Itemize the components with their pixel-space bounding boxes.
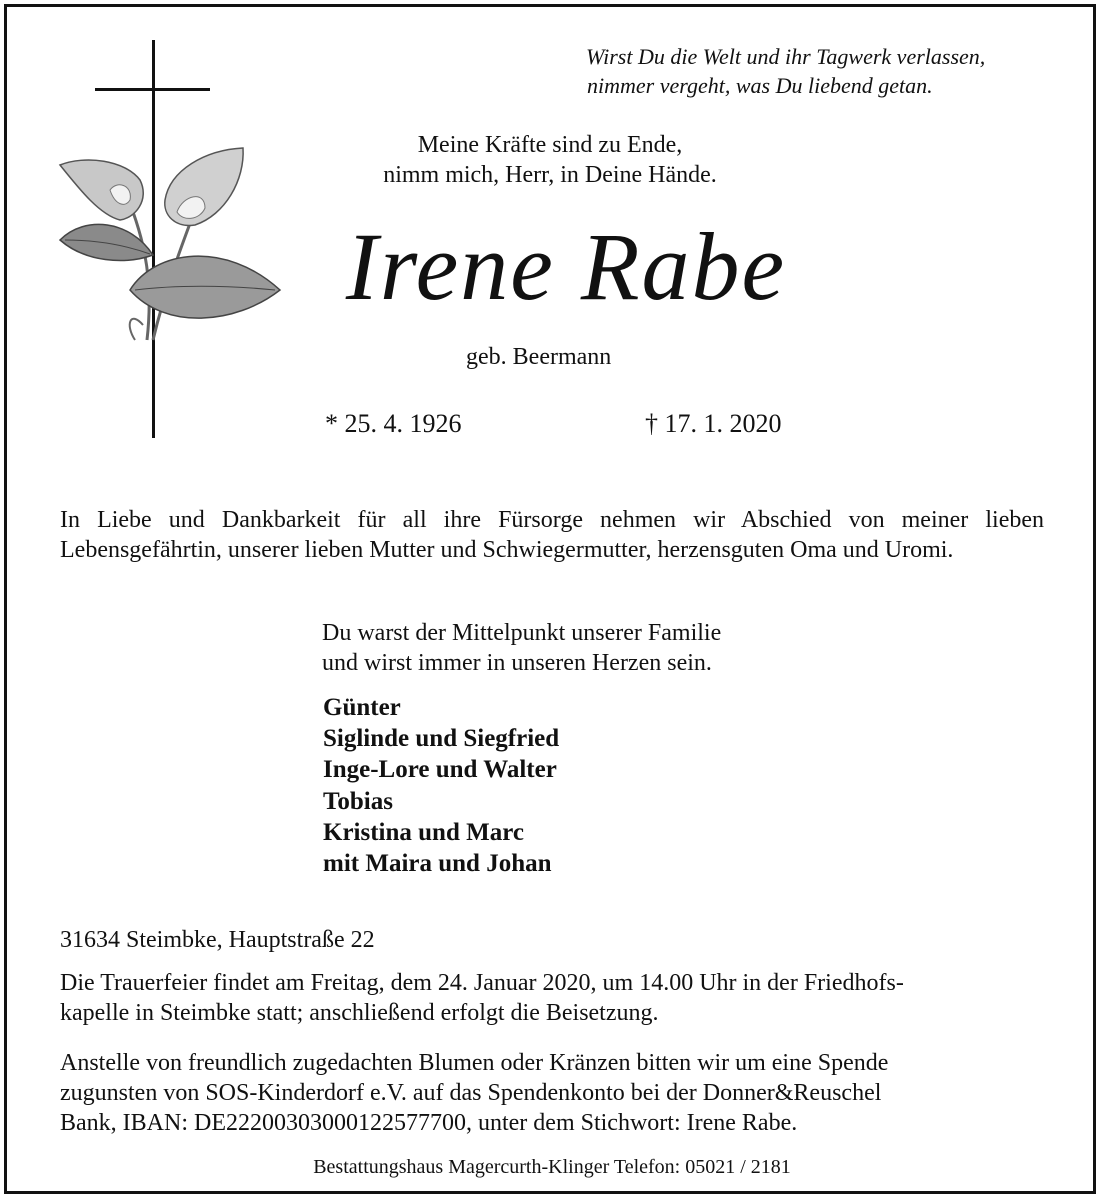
mourner-entry: mit Maira und Johan — [323, 850, 552, 878]
verse-line-1: Meine Kräfte sind zu Ende, — [417, 132, 683, 158]
address: 31634 Steimbke, Hauptstraße 22 — [60, 927, 375, 953]
verse — [320, 130, 780, 190]
verse-line-2: nimm mich, Herr, in Deine Hände. — [383, 162, 717, 188]
birth-name: geb. Beermann — [466, 344, 612, 370]
birth-date: * 25. 4. 1926 — [325, 409, 462, 438]
intro-line-2: Lebensgefährtin, unserer lieben Mutter und Schwiegermutter, herzensguten Oma und Uromi. — [60, 537, 954, 563]
quote-line-1: Du warst der Mittelpunkt unserer Familie — [322, 620, 722, 646]
donation-line-3: Bank, IBAN: DE22200303000122577700, unter dem Stichwort: Irene Rabe. — [60, 1110, 798, 1136]
donation-line-1: Anstelle von freundlich zugedachten Blumen oder Kränzen bitten wir um eine Spende — [60, 1050, 889, 1076]
mourner-entry: Siglinde und Siegfried — [323, 725, 560, 753]
death-date: † 17. 1. 2020 — [645, 409, 782, 438]
quote-line-2: und wirst immer in unseren Herzen sein. — [322, 650, 712, 676]
mourner-entry: Günter — [323, 694, 401, 721]
donation-line-2: zugunsten von SOS-Kinderdorf e.V. auf das Spendenkonto bei der Donner&Reuschel — [60, 1080, 882, 1106]
deceased-name: Irene Rabe — [345, 213, 787, 320]
footer-funeral-home: Bestattungshaus Magercurth-Klinger Telefon: 05021 / 2181 — [313, 1156, 791, 1178]
mourner-entry: Tobias — [323, 787, 393, 815]
mourner-entry: Inge-Lore und Walter — [323, 756, 557, 784]
motto-line-1: Wirst Du die Welt und ihr Tagwerk verlassen, — [586, 44, 986, 69]
motto-line-2: nimmer vergeht, was Du liebend getan. — [587, 73, 933, 98]
family-quote — [322, 618, 721, 678]
funeral-info — [60, 968, 1044, 1028]
funeral-line-2: kapelle in Steimbke statt; anschließend erfolgt die Beisetzung. — [60, 1000, 659, 1026]
cross-icon — [55, 40, 285, 440]
intro-text — [60, 505, 1044, 565]
mourner-entry: Kristina und Marc — [323, 818, 524, 846]
intro-line-1: In Liebe und Dankbarkeit für all ihre Fürsorge nehmen wir Abschied von meiner lieben — [60, 507, 1044, 533]
mourners-list — [323, 692, 559, 879]
calla-lily-icon — [60, 148, 280, 340]
motto — [586, 42, 985, 100]
funeral-line-1: Die Trauerfeier findet am Freitag, dem 24. Januar 2020, um 14.00 Uhr in der Friedhofs- — [60, 970, 904, 996]
donation-info — [60, 1048, 1044, 1138]
